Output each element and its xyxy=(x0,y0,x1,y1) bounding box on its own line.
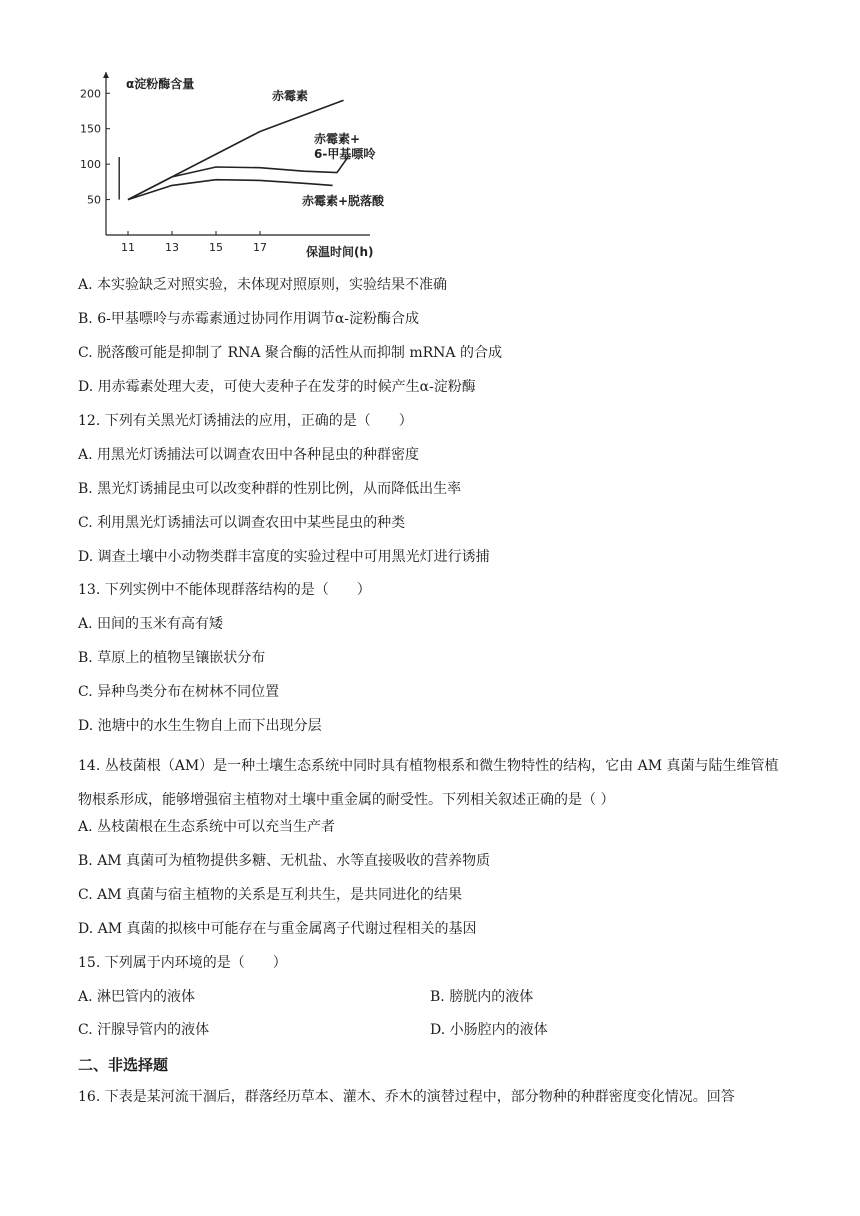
q12-option-d: D. 调查土壤中小动物类群丰富度的实验过程中可用黑光灯进行诱捕 xyxy=(78,549,490,565)
x-tick-label: 11 xyxy=(121,241,135,254)
q16-stem: 16. 下表是某河流干涸后，群落经历草本、灌木、乔木的演替过程中，部分物种的种群密度变化情况。回答 xyxy=(78,1089,735,1105)
q12-stem: 12. 下列有关黑光灯诱捕法的应用，正确的是（ ） xyxy=(78,413,413,429)
x-tick-label: 15 xyxy=(209,241,223,254)
series-label-2: 赤霉素+ 6-甲基嘌呤 xyxy=(314,132,376,161)
x-axis-label: 保温时间(h) xyxy=(306,245,374,259)
q15-option-a: A. 淋巴管内的液体 xyxy=(78,989,196,1005)
q14-stem: 14. 丛枝菌根（AM）是一种土壤生态系统中同时具有植物根系和微生物特性的结构，它由 AM 真菌与陆生维管植物根系形成，能够增强宿主植物对土壤中重金属的耐受性。下列相关叙述正确的是（ ） xyxy=(78,758,779,808)
q14-option-a: A. 丛枝菌根在生态系统中可以充当生产者 xyxy=(78,819,336,835)
series-label-1: 赤霉素 xyxy=(272,89,309,103)
q11-option-c: C. 脱落酸可能是抑制了 RNA 聚合酶的活性从而抑制 mRNA 的合成 xyxy=(78,345,502,361)
x-tick-label: 13 xyxy=(165,241,179,254)
q14-option-b: B. AM 真菌可为植物提供多糖、无机盐、水等直接吸收的营养物质 xyxy=(78,853,491,869)
y-tick-label: 150 xyxy=(80,122,101,136)
q12-option-a: A. 用黑光灯诱捕法可以调查农田中各种昆虫的种群密度 xyxy=(78,447,420,463)
q15-option-b: B. 膀胱内的液体 xyxy=(430,989,534,1005)
q12-option-b: B. 黑光灯诱捕昆虫可以改变种群的性别比例，从而降低出生率 xyxy=(78,481,462,497)
y-tick-label: 100 xyxy=(80,158,101,172)
chart-canvas xyxy=(70,62,410,262)
q13-stem: 13. 下列实例中不能体现群落结构的是（ ） xyxy=(78,582,371,598)
series-label-3: 赤霉素+脱落酸 xyxy=(302,194,385,208)
y-axis-label: α淀粉酶含量 xyxy=(126,77,195,91)
enzyme-line-chart xyxy=(70,62,410,262)
y-tick-label: 50 xyxy=(87,193,101,207)
y-tick-label: 200 xyxy=(80,87,101,101)
q12-option-c: C. 利用黑光灯诱捕法可以调查农田中某些昆虫的种类 xyxy=(78,515,406,531)
q14-option-c: C. AM 真菌与宿主植物的关系是互利共生，是共同进化的结果 xyxy=(78,887,463,903)
q15-option-c: C. 汗腺导管内的液体 xyxy=(78,1022,210,1038)
q13-option-a: A. 田间的玉米有高有矮 xyxy=(78,616,224,632)
q15-option-d: D. 小肠腔内的液体 xyxy=(430,1022,548,1038)
series-line-1 xyxy=(128,100,344,199)
q11-option-a: A. 本实验缺乏对照实验，未体现对照原则，实验结果不准确 xyxy=(78,277,448,293)
q13-option-d: D. 池塘中的水生生物自上而下出现分层 xyxy=(78,718,322,734)
x-tick-label: 17 xyxy=(253,241,267,254)
q13-option-b: B. 草原上的植物呈镶嵌状分布 xyxy=(78,650,266,666)
q15-stem: 15. 下列属于内环境的是（ ） xyxy=(78,955,287,971)
q11-option-b: B. 6-甲基嘌呤与赤霉素通过协同作用调节α-淀粉酶合成 xyxy=(78,311,420,327)
q11-option-d: D. 用赤霉素处理大麦，可使大麦种子在发芽的时候产生α-淀粉酶 xyxy=(78,379,476,395)
section-heading: 二、非选择题 xyxy=(78,1056,169,1074)
q13-option-c: C. 异种鸟类分布在树林不同位置 xyxy=(78,684,280,700)
y-axis-arrow xyxy=(103,72,109,78)
q14-option-d: D. AM 真菌的拟核中可能存在与重金属离子代谢过程相关的基因 xyxy=(78,921,477,937)
